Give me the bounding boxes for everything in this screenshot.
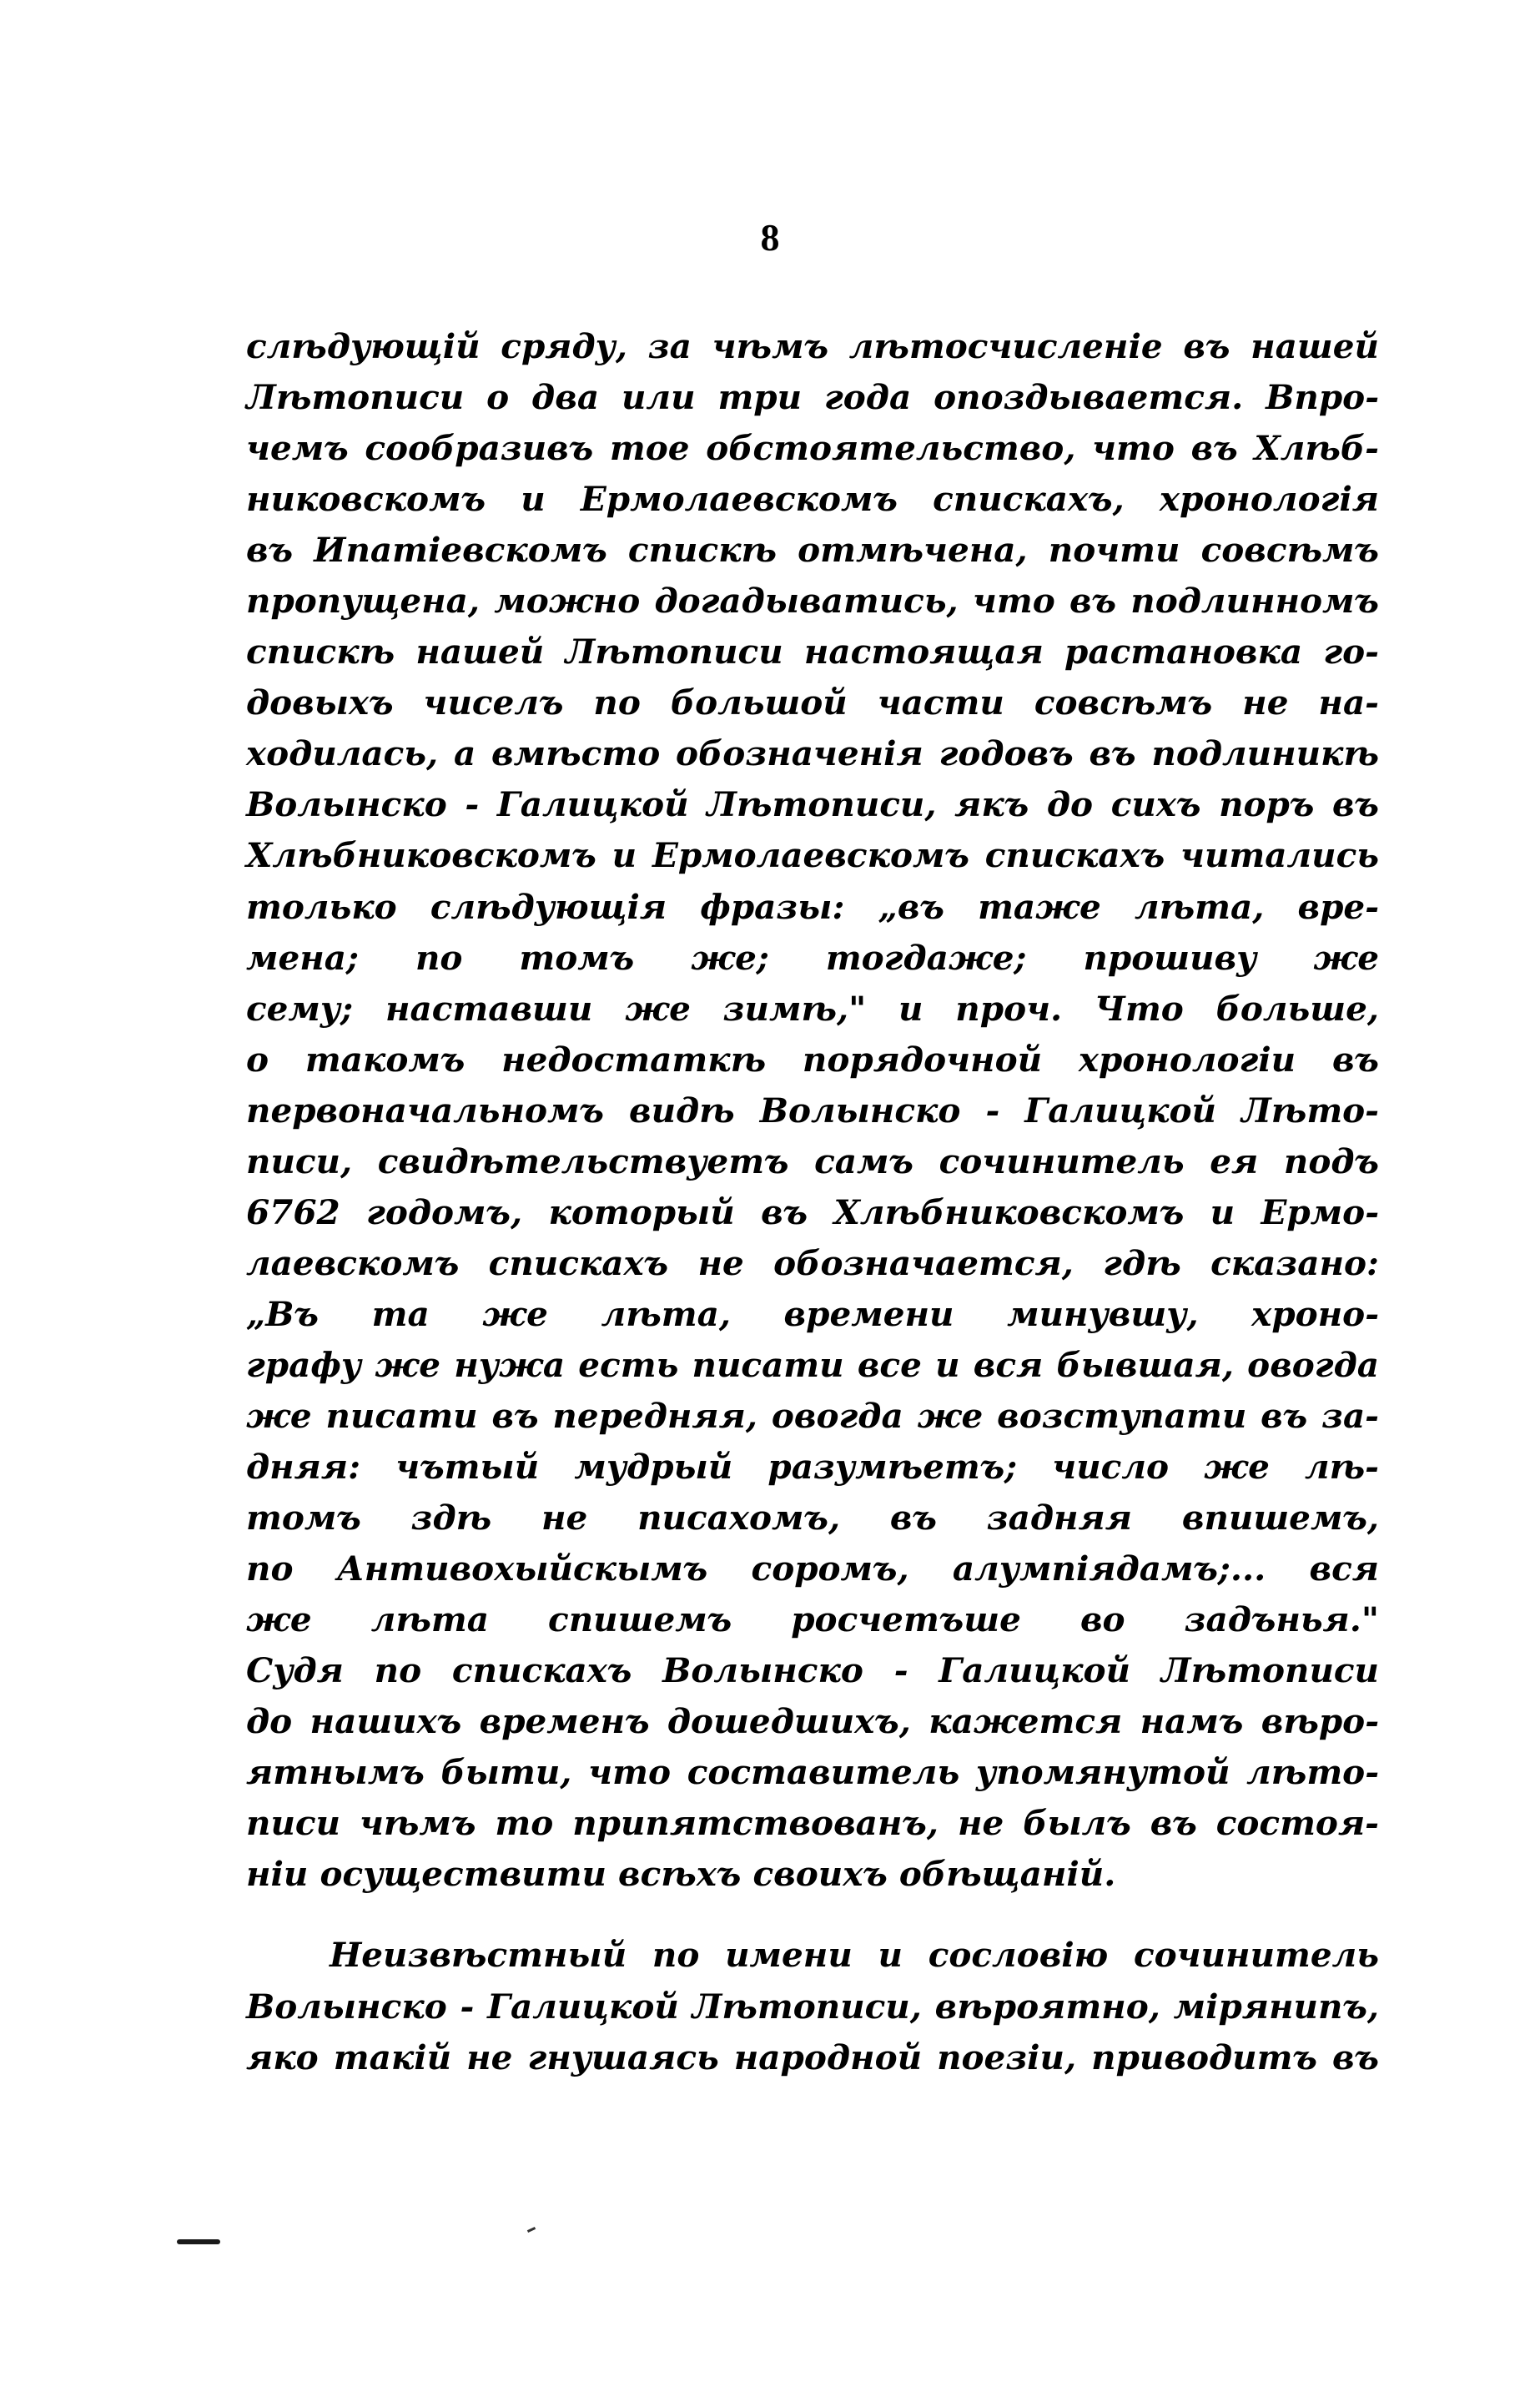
print-mark	[177, 2239, 220, 2244]
text-line: графу же нужа есть писати все и вся бывшая, овогда	[246, 1344, 1379, 1385]
text-line: же писати въ передняя, овогда же возступати въ за-	[246, 1395, 1379, 1436]
text-line: Судя по спискахъ Волынско - Галицкой Лѣтописи	[246, 1650, 1379, 1691]
text-line: Лѣтописи о два или три года опоздываетcя. Впро-	[246, 377, 1379, 418]
text-line: по Антивохыйскымъ соромъ, алумпіядамъ;... вся	[246, 1548, 1379, 1589]
text-line: ятнымъ быти, что составитель упомянутой лѣто-	[246, 1752, 1379, 1793]
text-line: яко такій не гнушаясь народной поезіи, приводитъ въ	[246, 2037, 1379, 2077]
paragraph-2	[246, 1930, 1379, 2082]
text-line: лаевскомъ спискахъ не обозначается, гдѣ сказано:	[246, 1242, 1379, 1283]
text-line: Хлѣбниковскомъ и Ермолаевскомъ спискахъ читались	[246, 835, 1379, 876]
text-line: спискѣ нашей Лѣтописи настоящая растановка го-	[246, 632, 1379, 672]
text-line: въ Ипатіевскомъ спискѣ отмѣчена, почти совсѣмъ	[246, 530, 1379, 571]
text-line: только слѣдующія фразы: „въ таже лѣта, вре-	[246, 886, 1379, 927]
paragraph-1	[246, 321, 1379, 1900]
text-line: никовскомъ и Ермолаевскомъ спискахъ, хронологія	[246, 479, 1379, 520]
text-line: ніи осуществити всѣхъ своихъ обѣщаній.	[246, 1854, 1116, 1895]
print-speck	[527, 2227, 536, 2233]
text-line: Волынско - Галицкой Лѣтописи, вѣроятно, міряниnъ,	[246, 1986, 1379, 2027]
text-line: 6762 годомъ, который въ Хлѣбниковскомъ и Ермо-	[246, 1191, 1379, 1232]
text-line: ходилась, а вмѣсто обозначенія годовъ въ подлиникѣ	[246, 733, 1379, 774]
text-line: писи чѣмъ то припятствованъ, не былъ въ состоя-	[246, 1803, 1379, 1844]
text-line: же лѣта спишемъ росчетъше во задънья."	[246, 1599, 1379, 1640]
text-line: Неизвѣстный по имени и сословію сочинитель	[330, 1935, 1379, 1976]
paragraph-gap	[246, 1900, 1379, 1930]
text-line: чемъ сообразивъ тое обстоятельство, что въ Хлѣб-	[246, 428, 1379, 469]
text-line: „Въ та же лѣта, времени минувшу, хроно-	[246, 1293, 1379, 1334]
text-line: томъ здѣ не писахомъ, въ задняя впишемъ,	[246, 1498, 1379, 1538]
text-line: Волынско - Галицкой Лѣтописи, якъ до сихъ поръ въ	[246, 784, 1379, 825]
text-line: писи, свидѣтельствуетъ самъ сочинитель ея подъ	[246, 1141, 1379, 1181]
body-text	[246, 321, 1379, 2083]
text-line: первоначальномъ видѣ Волынско - Галицкой Лѣто-	[246, 1090, 1379, 1131]
text-line: слѣдующій сряду, за чѣмъ лѣтосчисленіе въ нашей	[246, 326, 1379, 366]
text-line: довыхъ чиселъ по большой части совсѣмъ не на-	[246, 682, 1379, 723]
text-line: до нашихъ временъ дошедшихъ, кажется намъ вѣро-	[246, 1701, 1379, 1742]
page-number: 8	[760, 216, 780, 259]
text-line: о такомъ недостаткѣ порядочной хронологіи въ	[246, 1039, 1379, 1080]
text-line: мена; по томъ же; тогдаже; прошиву же	[246, 937, 1379, 978]
text-line: сему; наставши же зимѣ," и проч. Что больше,	[246, 988, 1379, 1029]
text-line: пропущена, можно догадыватись, что въ подлинномъ	[246, 581, 1379, 622]
text-line: дняя: чътый мудрый разумѣетъ; число же лѣ-	[246, 1447, 1379, 1488]
